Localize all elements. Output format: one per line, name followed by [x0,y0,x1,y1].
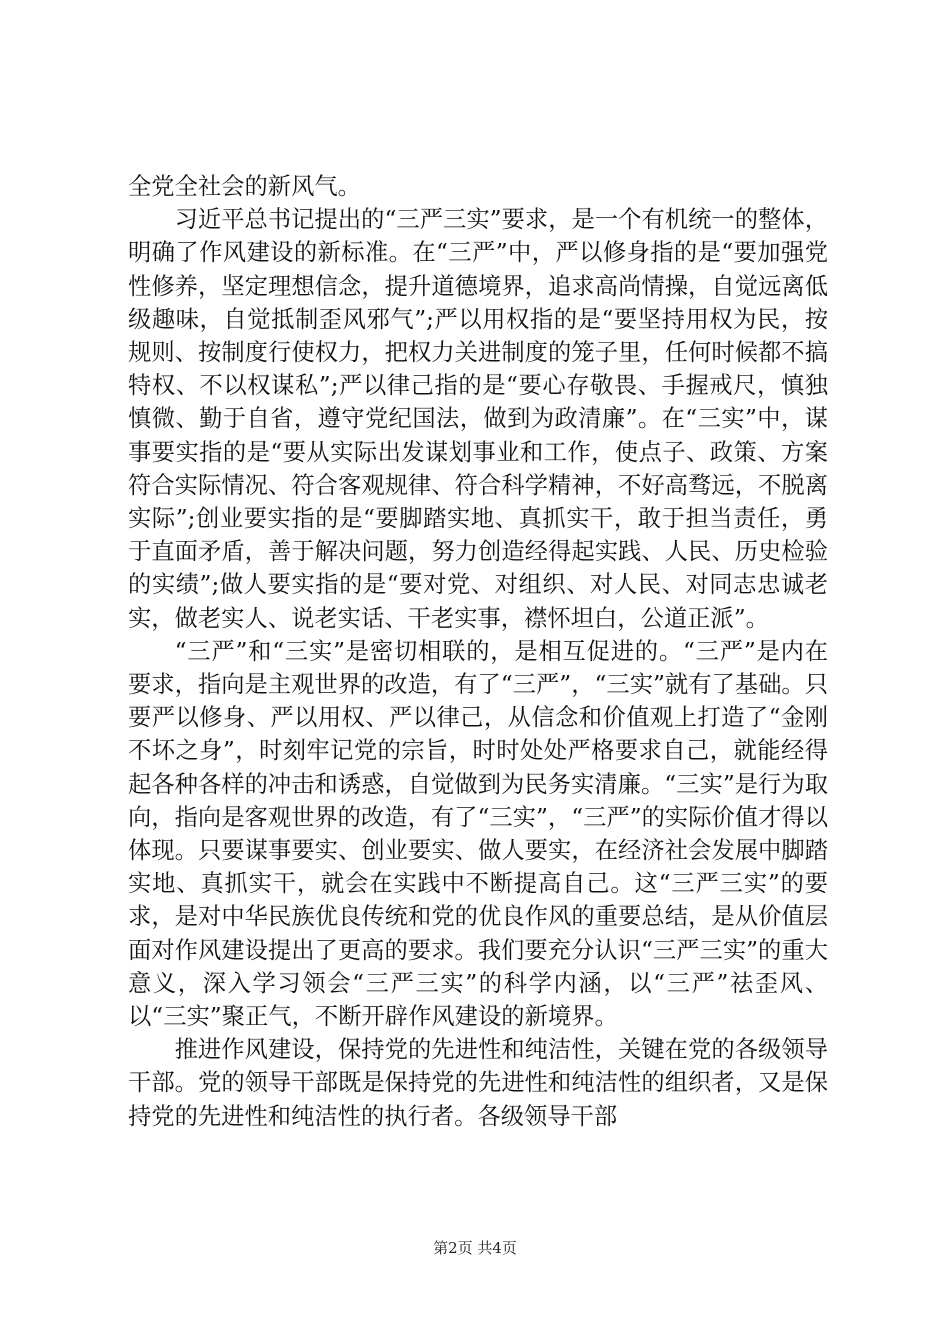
paragraph: “三严”和“三实”是密切相联的，是相互促进的。“三严”是内在要求，指向是主观世界的改造，有了“三严”，“三实”就有了基础。只要严以修身、严以用权、严以律己，从信念和价值观上打造了“金刚不坏之身”，时刻牢记党的宗旨，时时处处严格要求自己，就能经得起各种各样的冲击和诱惑，自觉做到为民务实清廉。“三实”是行为取向，指向是客观世界的改造，有了“三实”，“三严”的实际价值才得以体现。只要谋事要实、创业要实、做人要实，在经济社会发展中脚踏实地、真抓实干，就会在实践中不断提高自己。这“三严三实”的要求，是对中华民族优良传统和党的优良作风的重要总结，是从价值层面对作风建设提出了更高的要求。我们要充分认识“三严三实”的重大意义，深入学习领会“三严三实”的科学内涵，以“三严”祛歪风、以“三实”聚正气，不断开辟作风建设的新境界。 [128,637,828,1031]
page-number-footer: 第2页 共4页 [433,1239,517,1257]
document-body [128,170,828,1133]
paragraph: 全党全社会的新风气。 [128,173,361,200]
paragraph: 习近平总书记提出的“三严三实”要求，是一个有机统一的整体，明确了作风建设的新标准。在“三严”中，严以修身指的是“要加强党性修养，坚定理想信念，提升道德境界，追求高尚情操，自觉远离低级趣味，自觉抵制歪风邪气”;严以用权指的是“要坚持用权为民，按规则、按制度行使权力，把权力关进制度的笼子里，任何时候都不搞特权、不以权谋私”;严以律己指的是“要心存敬畏、手握戒尺，慎独慎微、勤于自省，遵守党纪国法，做到为政清廉”。在“三实”中，谋事要实指的是“要从实际出发谋划事业和工作，使点子、政策、方案符合实际情况、符合客观规律、符合科学精神，不好高骛远，不脱离实际”;创业要实指的是“要脚踏实地、真抓实干，敢于担当责任，勇于直面矛盾，善于解决问题，努力创造经得起实践、人民、历史检验的实绩”;做人要实指的是“要对党、对组织、对人民、对同志忠诚老实，做老实人、说老实话、干老实事，襟怀坦白，公道正派”。 [128,206,828,632]
paragraph: 推进作风建设，保持党的先进性和纯洁性，关键在党的各级领导干部。党的领导干部既是保持党的先进性和纯洁性的组织者，又是保持党的先进性和纯洁性的执行者。各级领导干部 [128,1036,828,1130]
